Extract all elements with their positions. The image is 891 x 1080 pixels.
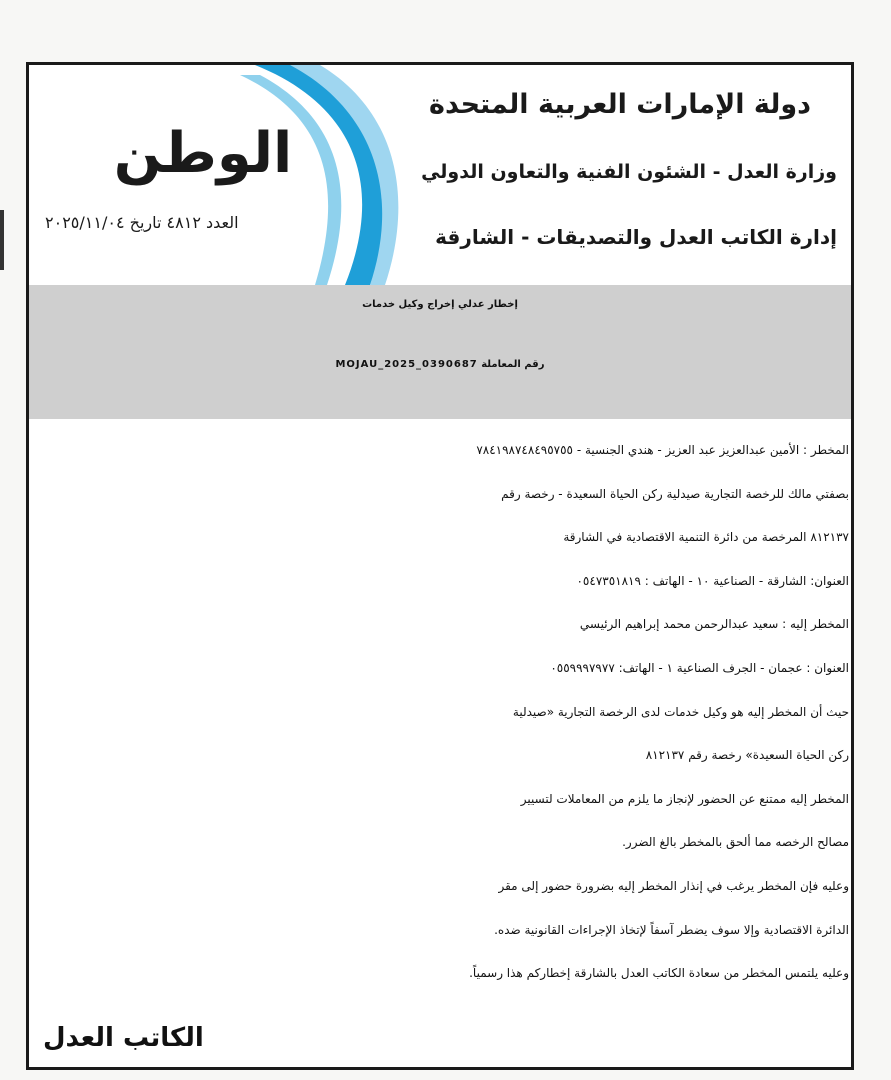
department-heading: إدارة الكاتب العدل والتصديقات - الشارقة <box>435 225 837 249</box>
legal-notice <box>26 62 854 1070</box>
body-line: وعليه يلتمس المخطر من سعادة الكاتب العدل بالشارقة إخطاركم هذا رسمياً. <box>469 966 849 981</box>
body-line: بصفتي مالك للرخصة التجارية صيدلية ركن الحياة السعيدة - رخصة رقم <box>501 486 849 501</box>
transaction-line <box>29 359 851 370</box>
body-line: العنوان: الشارقة - الصناعية ١٠ - الهاتف : ٠٥٤٧٣٥١٨١٩ <box>576 573 849 588</box>
body-line: المخطر إليه : سعيد عبدالرحمن محمد إبراهيم الرئيسي <box>579 617 849 632</box>
issue-number-date: العدد ٤٨١٢ تاريخ ٢٠٢٥/١١/٠٤ <box>45 213 239 232</box>
body-line: المخطر : الأمين عبدالعزيز عبد العزيز - هندي الجنسية - ٧٨٤١٩٨٧٤٨٤٩٥٧٥٥ <box>476 443 849 457</box>
body-line: وعليه فإن المخطر يرغب في إنذار المخطر إليه بضرورة حضور إلى مقر <box>498 878 849 893</box>
ministry-heading: وزارة العدل - الشئون الفنية والتعاون الدولي <box>421 161 837 183</box>
body-line: مصالح الرخصه مما ألحق بالمخطر بالغ الضرر. <box>622 835 849 850</box>
notice-body <box>43 429 849 996</box>
body-line: ركن الحياة السعيدة» رخصة رقم ٨١٢١٣٧ <box>645 748 849 763</box>
title-band <box>29 285 851 419</box>
transaction-label: رقم المعاملة <box>481 359 545 370</box>
transaction-number: MOJAU_2025_0390687 <box>335 359 478 370</box>
newspaper-logo-text: الوطن <box>113 121 293 186</box>
signature-notary: الكاتب العدل <box>43 1023 204 1053</box>
country-heading: دولة الإمارات العربية المتحدة <box>429 89 811 120</box>
body-line: العنوان : عجمان - الجرف الصناعية ١ - الهاتف: ٠٥٥٩٩٩٧٩٧٧ <box>550 660 849 675</box>
body-line: الدائرة الاقتصادية وإلا سوف يضطر آسفاً لإتخاذ الإجراءات القانونية ضده. <box>494 922 849 937</box>
body-line: حيث أن المخطر إليه هو وكيل خدمات لدى الرخصة التجارية «صيدلية <box>512 704 849 719</box>
body-line: المخطر إليه ممتنع عن الحضور لإنجاز ما يلزم من المعاملات لتسيير <box>520 791 849 806</box>
scan-edge-mark <box>0 210 4 270</box>
notice-header <box>29 65 851 285</box>
body-line: ٨١٢١٣٧ المرخصة من دائرة التنمية الاقتصادية في الشارقة <box>563 530 849 545</box>
notice-title: إخطار عدلي إخراج وكيل خدمات <box>362 299 518 310</box>
